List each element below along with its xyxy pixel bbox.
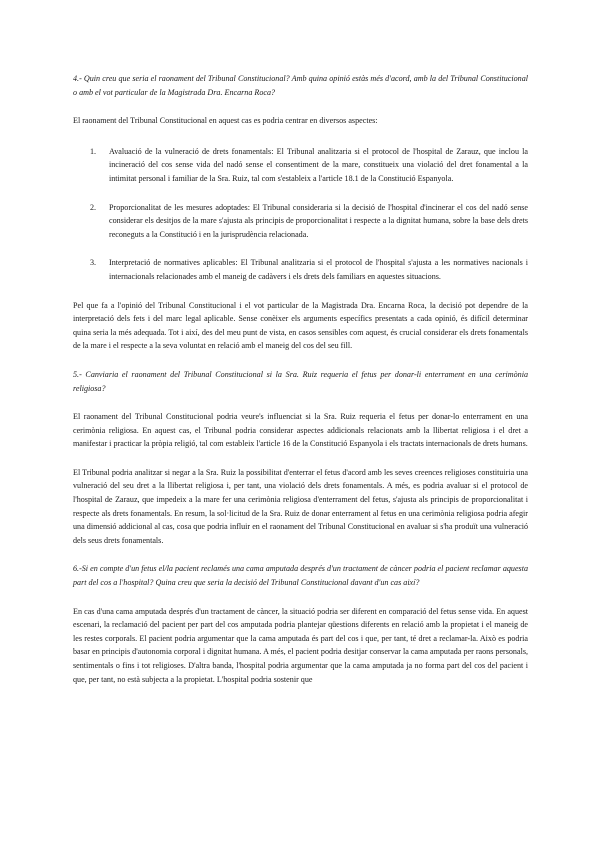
list-item <box>73 201 528 242</box>
question-5-paragraph-2: El Tribunal podria analitzar si negar a la Sra. Ruiz la possibilitat d'enterrar el fetus d'acord amb les seves creences religioses constituiria una vulneració del seu dret a la llibertat religiosa i, per tant, una violació dels drets fonamentals. A més, es podria avaluar si el protocol de l'hospital de Zarauz, que impedeix a la mare fer una cerimònia religiosa d'enterrament del fetus, s'ajusta als principis de proporcionalitat i respecte als drets fonamentals. En resum, la sol·licitud de la Sra. Ruiz de donar enterrament al fetus en una cerimònia religiosa podria afegir una dimensió addicional al cas, cosa que podria influir en el raonament del Tribunal Constitucional en avaluar si s'ha produït una vulneració dels seus drets fonamentals. <box>73 467 528 545</box>
question-5: 5.- Canviaria el raonament del Tribunal Constitucional si la Sra. Ruiz requeria el fetus per donar-li enterrament en una cerimònia religiosa? <box>73 369 528 393</box>
document-body <box>73 72 528 686</box>
aspects-list <box>73 145 528 284</box>
list-item-number: 2. <box>90 202 97 212</box>
question-6-paragraph-1: En cas d'una cama amputada després d'un tractament de càncer, la situació podria ser diferent en comparació del fetus sense vida. En aquest escenari, la reclamació del pacient per part del cos amputada podria plantejar qüestions diferents en relació amb la propietat i el maneig de les restes corporals. El pacient podria argumentar que la cama amputada és part del cos i que, per tant, té dret a reclamar-la. Això es podria basar en principis d'autonomia corporal i dignitat humana. A més, el pacient podria desitjar conservar la cama amputada per raons personals, sentimentals o fins i tot religioses. D'altra banda, l'hospital podria argumentar que la cama amputada ja no forma part del cos del pacient i que, per tant, no està subjecta a la propietat. L'hospital podria sostenir que <box>73 606 528 684</box>
list-item-text: Avaluació de la vulneració de drets fonamentals: El Tribunal analitzaria si el protocol de l'hospital de Zarauz, que inclou la incineració del cos sense vida del nadó sense el consentiment de la mare, constitueix una violació del dret fonamental a la intimitat personal i familiar de la Sra. Ruiz, tal com s'estableix a l'article 18.1 de la Constitució Espanyola. <box>109 146 528 183</box>
list-item-text: Proporcionalitat de les mesures adoptades: El Tribunal consideraria si la decisió de l'hospital d'incinerar el cos del nadó sense considerar els desitjos de la mare s'ajusta als principis de proporcionalitat i respecte a la dignitat humana, sobre la base dels drets reconeguts a la Constitució i en la jurisprudència relacionada. <box>109 202 528 239</box>
question-4-conclusion: Pel que fa a l'opinió del Tribunal Constitucional i el vot particular de la Magistrada Dra. Encarna Roca, la decisió pot dependre de la interpretació dels fets i del marc legal aplicable. Sense conèixer els arguments específics presentats a cada opinió, és difícil determinar quina seria la més adequada. Tot i així, des del meu punt de vista, en casos sensibles com aquest, és crucial considerar els drets fonamentals de la mare i el respecte a la seva voluntat en relació amb el maneig del cos del seu fill. <box>73 300 528 351</box>
question-6: 6.-Si en compte d'un fetus el/la pacient reclamés una cama amputada després d'un tractament de càncer podria el pacient reclamar aquesta part del cos a l'hospital? Quina creu que seria la decisió del Tribunal Constitucional davant d'un cas així? <box>73 564 528 588</box>
list-item <box>73 256 528 283</box>
question-5-paragraph-1: El raonament del Tribunal Constitucional podria veure's influenciat si la Sra. Ruiz requeria el fetus per donar-lo enterrament en una cerimònia religiosa. En aquest cas, el Tribunal podria considerar aspectes addicionals relacionats amb la llibertat religiosa i el dret a manifestar i practicar la pròpia religió, tal com estableix l'article 16 de la Constitució Espanyola i els tractats internacionals de drets humans. <box>73 412 528 449</box>
question-4-intro: El raonament del Tribunal Constitucional en aquest cas es podria centrar en diversos aspectes: <box>73 116 378 126</box>
list-item <box>73 145 528 186</box>
question-4: 4.- Quin creu que seria el raonament del Tribunal Constitucional? Amb quina opinió estàs més d'acord, amb la del Tribunal Constitucional o amb el vot particular de la Magistrada Dra. Encarna Roca? <box>73 74 528 97</box>
list-item-text: Interpretació de normatives aplicables: El Tribunal analitzaria si el protocol de l'hospital s'ajusta a les normatives nacionals i internacionals relacionades amb el maneig de cadàvers i els drets dels familiars en aquestes situacions. <box>109 258 528 281</box>
list-item-number: 1. <box>90 146 97 156</box>
list-item-number: 3. <box>90 258 97 268</box>
